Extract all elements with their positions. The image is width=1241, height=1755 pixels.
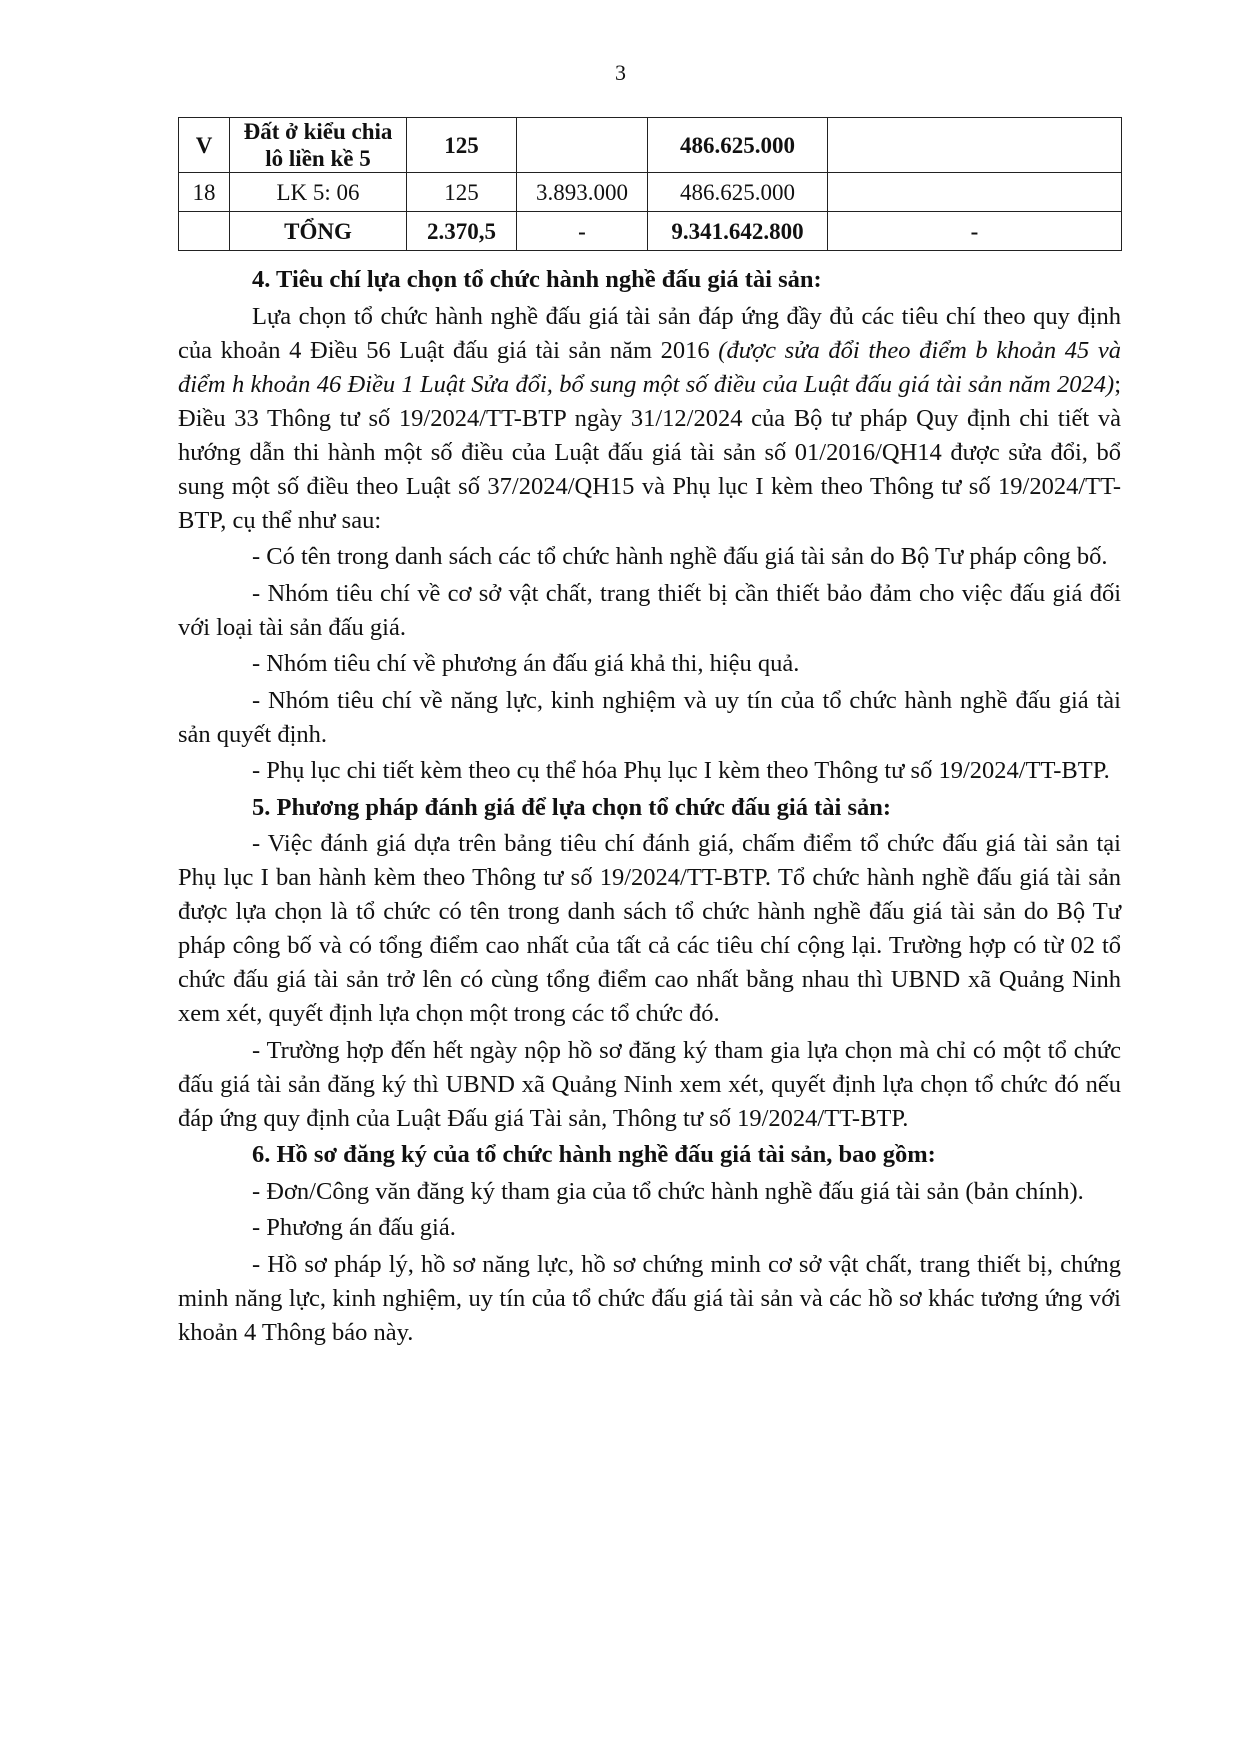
section-6-item: - Hồ sơ pháp lý, hồ sơ năng lực, hồ sơ chứng minh cơ sở vật chất, trang thiết bị, chứng minh năng lực, kinh nghiệm, uy tín của tổ chức đấu giá tài sản và các hồ sơ khác tương ứng với khoản 4 Thông báo này. — [178, 1250, 1121, 1346]
section-4-item: - Phụ lục chi tiết kèm theo cụ thể hóa Phụ lục I kèm theo Thông tư số 19/2024/TT-BTP. — [252, 757, 1110, 784]
section-4-intro-italic: (được sửa đổi theo điểm b khoản 45 và điểm h khoản 46 Điều 1 Luật Sửa đổi, bổ sung một số điều của Luật đấu giá tài sản năm 2024) — [178, 336, 1122, 398]
cell-area: 2.370,5 — [407, 212, 517, 251]
cell-note — [828, 118, 1122, 173]
cell-area: 125 — [407, 173, 517, 212]
cell-area: 125 — [407, 118, 517, 173]
section-4-item: - Nhóm tiêu chí về phương án đấu giá khả thi, hiệu quả. — [252, 650, 800, 677]
cell-index: V — [179, 118, 230, 173]
cell-index: 18 — [179, 173, 230, 212]
section-4-intro-text-b: ; Điều 33 Thông tư số 19/2024/TT-BTP ngày 31/12/2024 của Bộ tư pháp Quy định chi tiết và hướng dẫn thi hành một số điều của Luật đấu giá tài sản số 01/2016/QH14 được sửa đổi, bổ sung một số điều theo Luật số 37/2024/QH15 và Phụ lục I kèm theo Thông tư số 19/2024/TT-BTP, cụ thể như sau: — [178, 370, 1121, 534]
section-4-item: - Nhóm tiêu chí về năng lực, kinh nghiệm và uy tín của tổ chức hành nghề đấu giá tài sản quyết định. — [178, 686, 1121, 748]
table-row — [179, 173, 1122, 212]
cell-unit-price: 3.893.000 — [517, 173, 648, 212]
document-body — [178, 263, 1121, 1352]
cell-note — [828, 173, 1122, 212]
section-5-item: - Việc đánh giá dựa trên bảng tiêu chí đánh giá, chấm điểm tổ chức đấu giá tài sản tại Phụ lục I ban hành kèm theo Thông tư số 19/2024/TT-BTP. Tổ chức hành nghề đấu giá tài sản được lựa chọn là tổ chức có tên trong danh sách tổ chức hành nghề đấu giá tài sản do Bộ Tư pháp công bố và có tổng điểm cao nhất của tất cả các tiêu chí cộng lại. Trường hợp có từ 02 tổ chức đấu giá tài sản trở lên có cùng tổng điểm cao nhất bằng nhau thì UBND xã Quảng Ninh xem xét, quyết định lựa chọn một trong các tổ chức đó. — [178, 830, 1121, 1027]
cell-note: - — [828, 212, 1122, 251]
cell-name: LK 5: 06 — [230, 173, 407, 212]
cell-index — [179, 212, 230, 251]
cell-total-price: 486.625.000 — [648, 173, 828, 212]
cell-total-price: 9.341.642.800 — [648, 212, 828, 251]
page-number: 3 — [615, 60, 626, 85]
section-6-item: - Đơn/Công văn đăng ký tham gia của tổ chức hành nghề đấu giá tài sản (bản chính). — [252, 1177, 1084, 1205]
section-6-item: - Phương án đấu giá. — [252, 1214, 456, 1241]
cell-name: Đất ở kiểu chia lô liền kề 5 — [230, 118, 407, 173]
section-4-intro — [178, 300, 1121, 538]
section-4-item: - Nhóm tiêu chí về cơ sở vật chất, trang thiết bị cần thiết bảo đảm cho việc đấu giá đối với loại tài sản đấu giá. — [178, 579, 1121, 641]
cell-total-price: 486.625.000 — [648, 118, 828, 173]
table-row-total — [179, 212, 1122, 251]
section-4-item: - Có tên trong danh sách các tổ chức hành nghề đấu giá tài sản do Bộ Tư pháp công bố. — [252, 543, 1108, 570]
section-4-intro-text-a: Lựa chọn tổ chức hành nghề đấu giá tài sản đáp ứng đầy đủ các tiêu chí theo quy định của khoản 4 Điều 56 Luật đấu giá tài sản năm 2016 — [178, 302, 1121, 364]
cell-unit-price: - — [517, 212, 648, 251]
section-5-heading: 5. Phương pháp đánh giá để lựa chọn tổ chức đấu giá tài sản: — [252, 793, 892, 821]
cell-name: TỔNG — [230, 212, 407, 251]
section-4-heading: 4. Tiêu chí lựa chọn tổ chức hành nghề đấu giá tài sản: — [252, 266, 822, 293]
table-row — [179, 118, 1122, 173]
section-5-item: - Trường hợp đến hết ngày nộp hồ sơ đăng ký tham gia lựa chọn mà chỉ có một tổ chức đấu giá tài sản đăng ký thì UBND xã Quảng Ninh xem xét, quyết định lựa chọn tổ chức đó nếu đáp ứng quy định của Luật Đấu giá Tài sản, Thông tư số 19/2024/TT-BTP. — [178, 1036, 1121, 1132]
asset-table — [178, 117, 1122, 251]
cell-unit-price — [517, 118, 648, 173]
section-6-heading: 6. Hồ sơ đăng ký của tổ chức hành nghề đấu giá tài sản, bao gồm: — [252, 1141, 936, 1168]
